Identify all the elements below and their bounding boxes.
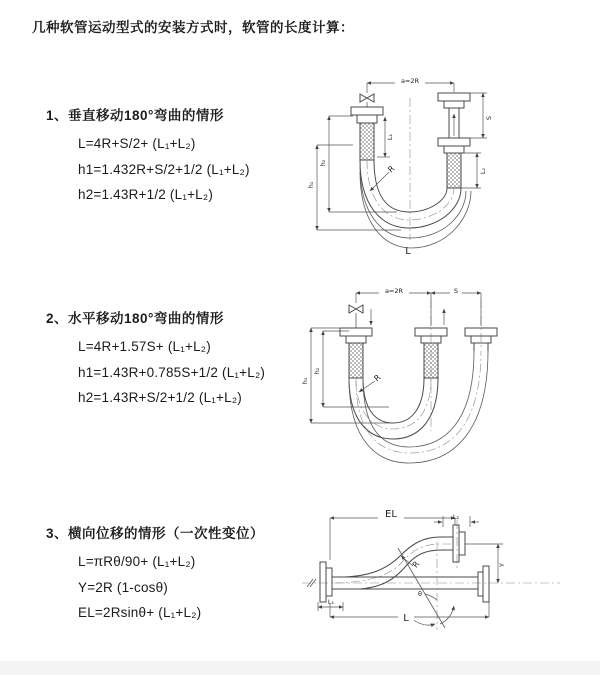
right-braid [447, 153, 461, 188]
left-flange-hub [346, 336, 366, 343]
dim-label-h1: h₁ [301, 377, 309, 385]
middle-braid [424, 343, 438, 378]
left-flange [340, 328, 372, 336]
extension-lines [461, 153, 481, 188]
dim-label-h2: h₂ [313, 367, 321, 375]
left-braid [349, 343, 363, 378]
page-title: 几种软管运动型式的安装方式时，软管的长度计算： [32, 20, 354, 35]
swing-arrow-left [411, 618, 435, 625]
extension-lines [330, 518, 455, 560]
valve-icon [349, 305, 363, 313]
diagram-vertical-180-bend [297, 60, 582, 256]
section-heading: 1、垂直移动180°弯曲的情形 [46, 108, 224, 123]
section-heading: 2、水平移动180°弯曲的情形 [46, 311, 224, 326]
formula-line: h2=1.43R+1/2 (L₁+L₂) [78, 187, 214, 202]
right-flange-upper [438, 93, 470, 101]
dim-label-s: S [485, 115, 493, 121]
dim-label-a2r: a=2R [400, 77, 420, 85]
left-flange [320, 562, 326, 602]
hose-inner [374, 160, 447, 212]
hose-inner [363, 378, 424, 423]
dim-label-l: L [405, 246, 411, 256]
page-bottom-margin [0, 661, 600, 675]
hose-centerline [367, 160, 454, 220]
formula-line: h1=1.43R+0.785S+1/2 (L₁+L₂) [78, 364, 266, 380]
dim-label-y: Y [498, 563, 506, 567]
section-heading: 3、横向位移的情形（一次性变位） [46, 526, 265, 541]
diagram-lateral-displacement [294, 494, 589, 656]
extension-lines [356, 293, 481, 326]
formula-line: L=4R+S/2+ (L₁+L₂) [78, 136, 196, 151]
dim-label-r: R [410, 559, 422, 570]
dim-label-h2: h₂ [319, 159, 327, 167]
dim-label-l: L [403, 613, 409, 624]
right-flange-upper [453, 525, 459, 562]
right-flange-lower-hub [444, 146, 464, 153]
formula-line: h1=1.432R+S/2+1/2 (L₁+L₂) [78, 161, 250, 177]
formula-line: Y=2R (1-cosθ) [78, 579, 169, 595]
swing-arrow-right [440, 606, 454, 624]
section-vertical-movement [46, 104, 326, 208]
left-flange-hub [357, 115, 377, 123]
hose-ghost-inner [363, 351, 474, 447]
section-lateral-displacement [46, 522, 326, 626]
dim-label-l1: L₁ [327, 598, 335, 606]
dim-label-l2: L₂ [479, 167, 487, 175]
dim-label-a2r: a=2R [384, 287, 404, 295]
valve-icon [360, 94, 374, 102]
dim-label-r: R [372, 372, 383, 384]
right-flange-upper-hub [444, 101, 464, 108]
right-flange-lower [483, 566, 489, 602]
section-horizontal-movement [46, 307, 326, 411]
dim-label-el: EL [385, 509, 397, 520]
hose-ghost-centerline [356, 351, 481, 453]
angle-label-theta: θ [418, 590, 422, 598]
radius-leader [370, 172, 389, 191]
left-flange [351, 107, 383, 115]
dim-label-l1: L₁ [386, 133, 394, 141]
left-flange-hub [326, 568, 332, 596]
formula-line: L=πRθ/90+ (L₁+L₂) [78, 554, 196, 569]
right-flange-lower-hub [478, 572, 483, 596]
right-flange-lower [438, 138, 470, 146]
formula-line: h2=1.43R+S/2+1/2 (L₁+L₂) [78, 390, 242, 405]
dim-label-s: S [453, 287, 459, 295]
extension-lines [470, 93, 487, 138]
dim-label-h1: h₁ [307, 181, 315, 189]
hose-upper-wall [344, 537, 453, 577]
dim-label-l2: L₂ [452, 513, 460, 521]
radius-leader [359, 381, 375, 392]
formula-line: EL=2Rsinθ+ (L₁+L₂) [78, 605, 202, 620]
diagram-horizontal-180-bend [297, 281, 582, 471]
right-flange-upper-hub [459, 532, 465, 555]
hose-outer [349, 378, 438, 439]
left-braid [360, 123, 374, 160]
dim-label-r: R [386, 163, 397, 175]
formula-line: L=4R+1.57S+ (L₁+L₂) [78, 339, 211, 354]
